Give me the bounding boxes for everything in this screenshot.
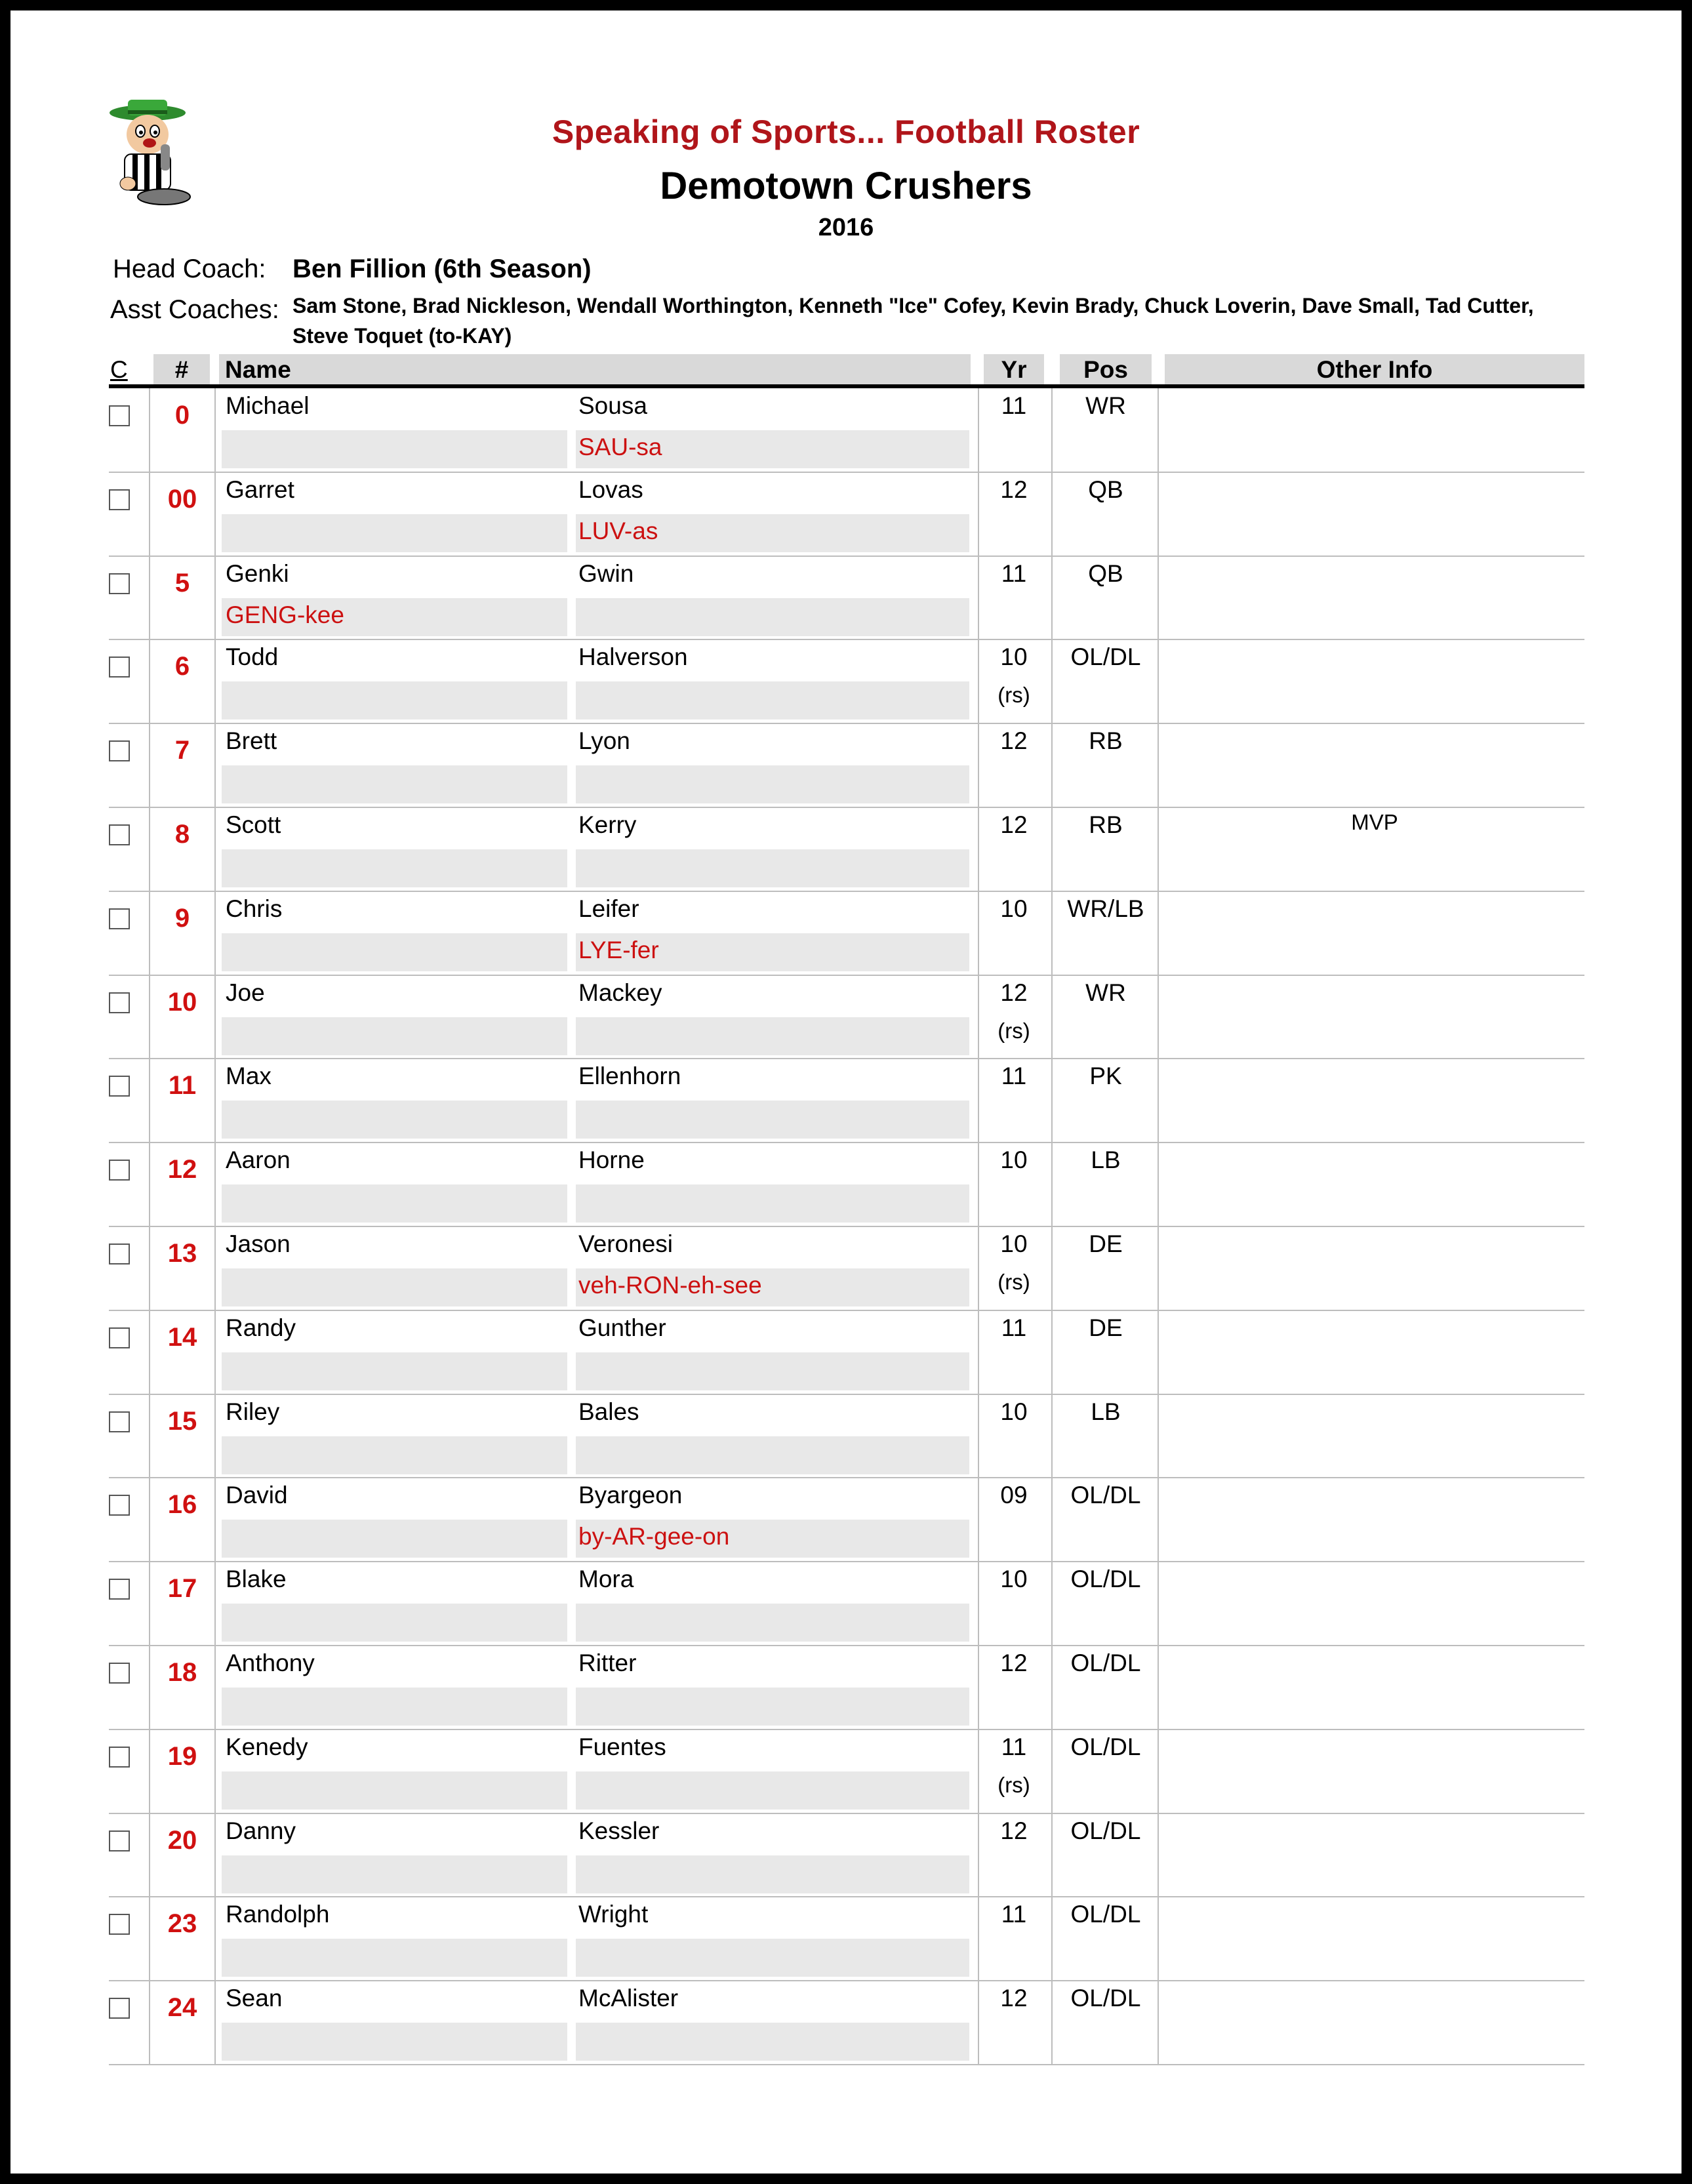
last-pron-cell (576, 1017, 969, 1055)
first-name: Kenedy (226, 1733, 308, 1760)
redshirt-note: (rs) (997, 683, 1030, 707)
first-pron-cell (222, 1184, 567, 1223)
class-year: 10 (1000, 1230, 1028, 1257)
first-name: Brett (226, 727, 277, 754)
last-pron-cell (576, 681, 969, 719)
row-divider (109, 1477, 1584, 1478)
last-name: Halverson (578, 643, 688, 670)
header-rule (109, 384, 1584, 388)
row-divider (109, 2064, 1584, 2065)
last-name: Sousa (578, 392, 647, 419)
last-name: Lyon (578, 727, 630, 754)
row-divider (109, 472, 1584, 473)
class-year: 10 (1000, 1146, 1028, 1173)
position: PK (1089, 1062, 1122, 1089)
jersey-number: 13 (167, 1239, 197, 1268)
class-year: 10 (1000, 895, 1028, 922)
jersey-number: 7 (174, 736, 190, 765)
roster-checkbox[interactable] (109, 1998, 130, 2019)
name-header-bg (219, 354, 971, 386)
jersey-number: 24 (167, 1993, 197, 2022)
jersey-number: 00 (167, 485, 197, 514)
last-pron-cell (576, 849, 969, 887)
first-name: Aaron (226, 1146, 291, 1173)
first-pron-cell (222, 765, 567, 803)
first-name: David (226, 1482, 288, 1508)
class-year: 09 (1000, 1482, 1028, 1508)
position: DE (1089, 1314, 1123, 1341)
roster-checkbox[interactable] (109, 1076, 130, 1097)
last-pron-cell (576, 1771, 969, 1810)
last-pron-cell (576, 1688, 969, 1726)
class-year: 12 (1000, 1817, 1028, 1844)
jersey-number: 9 (174, 904, 190, 933)
jersey-number: 18 (167, 1658, 197, 1687)
first-pron-cell (222, 1101, 567, 1139)
roster-checkbox[interactable] (109, 573, 130, 594)
last-name: Ritter (578, 1649, 637, 1676)
last-name: Kerry (578, 811, 637, 838)
asst-coaches-line2: Steve Toquet (to-KAY) (292, 324, 512, 348)
row-divider (109, 1896, 1584, 1897)
class-year: 11 (1001, 392, 1027, 419)
jersey-number: 12 (167, 1155, 197, 1184)
roster-checkbox[interactable] (109, 992, 130, 1013)
head-coach-label: Head Coach: (113, 254, 266, 283)
first-pron-cell (222, 1268, 567, 1306)
position: WR (1085, 392, 1126, 419)
first-name: Genki (226, 560, 289, 587)
class-year: 12 (1000, 1985, 1028, 2012)
year-column-header: Yr (1001, 356, 1027, 383)
last-name: Ellenhorn (578, 1062, 681, 1089)
row-divider (109, 1980, 1584, 1981)
first-name: Danny (226, 1817, 296, 1844)
last-pron-cell (576, 1939, 969, 1977)
last-name: Byargeon (578, 1482, 683, 1508)
last-pron-cell (576, 1352, 969, 1390)
row-divider (109, 1142, 1584, 1143)
jersey-number: 19 (167, 1742, 197, 1771)
position: OL/DL (1070, 1649, 1141, 1676)
roster-checkbox[interactable] (109, 1160, 130, 1181)
class-year: 10 (1000, 1398, 1028, 1425)
last-name-pronunciation: by-AR-gee-on (578, 1523, 730, 1550)
position: DE (1089, 1230, 1123, 1257)
jersey-number: 10 (167, 988, 197, 1017)
roster-checkbox[interactable] (109, 1327, 130, 1348)
first-name: Blake (226, 1566, 287, 1592)
class-year: 11 (1001, 1733, 1027, 1760)
redshirt-note: (rs) (997, 1019, 1030, 1043)
class-year: 11 (1001, 560, 1027, 587)
last-name: Gunther (578, 1314, 666, 1341)
roster-checkbox[interactable] (109, 1747, 130, 1768)
first-pron-cell (222, 681, 567, 719)
row-divider (109, 556, 1584, 557)
class-year: 12 (1000, 476, 1028, 503)
row-divider (109, 723, 1584, 724)
last-pron-cell (576, 765, 969, 803)
class-year: 12 (1000, 727, 1028, 754)
asst-coaches-line1: Sam Stone, Brad Nickleson, Wendall Worthington, Kenneth "Ice" Cofey, Kevin Brady, Chuck Loverin, Dave Small, Tad Cutter, (292, 294, 1534, 317)
row-divider (109, 1310, 1584, 1311)
season-year: 2016 (818, 214, 874, 241)
first-name: Garret (226, 476, 294, 503)
last-name: Mackey (578, 979, 662, 1006)
row-divider (109, 975, 1584, 976)
last-name: Gwin (578, 560, 634, 587)
first-name: Max (226, 1062, 272, 1089)
position: QB (1088, 476, 1123, 503)
first-name: Chris (226, 895, 283, 922)
row-divider (109, 639, 1584, 640)
last-name-pronunciation: SAU-sa (578, 434, 662, 460)
first-pron-cell (222, 1688, 567, 1726)
class-year: 11 (1001, 1314, 1027, 1341)
last-pron-cell (576, 2023, 969, 2061)
other-info: MVP (1351, 810, 1398, 834)
row-divider (109, 807, 1584, 808)
last-name: McAlister (578, 1985, 679, 2012)
first-name: Sean (226, 1985, 283, 2012)
last-name: Bales (578, 1398, 639, 1425)
roster-checkbox[interactable] (109, 1495, 130, 1516)
last-name: Horne (578, 1146, 645, 1173)
row-divider (109, 1561, 1584, 1562)
last-name: Fuentes (578, 1733, 666, 1760)
row-divider (109, 1813, 1584, 1814)
brand-title: Speaking of Sports... Football Roster (552, 113, 1140, 150)
other-info-column-header: Other Info (1316, 356, 1433, 383)
roster-checkbox[interactable] (109, 1579, 130, 1600)
first-pron-cell (222, 1352, 567, 1390)
roster-checkbox[interactable] (109, 405, 130, 426)
first-pron-cell (222, 849, 567, 887)
last-pron-cell (576, 1184, 969, 1223)
redshirt-note: (rs) (997, 1773, 1030, 1797)
roster-checkbox[interactable] (109, 1663, 130, 1684)
last-name: Wright (578, 1901, 649, 1928)
jersey-number: 0 (174, 401, 190, 430)
asst-coaches-label: Asst Coaches: (110, 295, 279, 324)
first-name: Anthony (226, 1649, 315, 1676)
name-column-header: Name (225, 356, 291, 383)
jersey-number: 23 (167, 1909, 197, 1938)
jersey-number: 20 (167, 1826, 197, 1855)
roster-checkbox[interactable] (109, 1914, 130, 1935)
last-name: Lovas (578, 476, 643, 503)
position: QB (1088, 560, 1123, 587)
jersey-number: 14 (167, 1323, 197, 1352)
row-divider (109, 1058, 1584, 1059)
position: OL/DL (1070, 1817, 1141, 1844)
class-year: 12 (1000, 1649, 1028, 1676)
row-divider (109, 1729, 1584, 1730)
roster-checkbox[interactable] (109, 489, 130, 510)
first-pron-cell (222, 933, 567, 971)
last-name: Kessler (578, 1817, 660, 1844)
first-name-pronunciation: GENG-kee (226, 601, 344, 628)
last-name-pronunciation: LUV-as (578, 517, 658, 544)
last-name-pronunciation: LYE-fer (578, 937, 659, 963)
last-pron-cell (576, 1604, 969, 1642)
first-name: Michael (226, 392, 310, 419)
first-pron-cell (222, 2023, 567, 2061)
first-name: Jason (226, 1230, 291, 1257)
class-year: 12 (1000, 979, 1028, 1006)
first-pron-cell (222, 1604, 567, 1642)
position: OL/DL (1070, 643, 1141, 670)
last-pron-cell (576, 1855, 969, 1893)
last-name: Mora (578, 1566, 634, 1592)
check-column-header: C (110, 356, 128, 383)
first-pron-cell (222, 1939, 567, 1977)
first-name: Randolph (226, 1901, 330, 1928)
roster-checkbox[interactable] (109, 1244, 130, 1264)
redshirt-note: (rs) (997, 1270, 1030, 1294)
first-pron-cell (222, 1017, 567, 1055)
position: RB (1089, 727, 1123, 754)
roster-checkbox[interactable] (109, 1830, 130, 1851)
last-name: Veronesi (578, 1230, 673, 1257)
first-name: Joe (226, 979, 265, 1006)
jersey-number: 15 (167, 1407, 197, 1436)
jersey-number: 6 (174, 652, 190, 681)
position: WR/LB (1067, 895, 1144, 922)
last-pron-cell (576, 1436, 969, 1474)
jersey-number: 8 (174, 820, 190, 849)
class-year: 11 (1001, 1901, 1027, 1928)
first-pron-cell (222, 1436, 567, 1474)
team-name: Demotown Crushers (660, 165, 1032, 207)
position: OL/DL (1070, 1985, 1141, 2012)
roster-page (10, 10, 1682, 2174)
first-pron-cell (222, 514, 567, 552)
position: OL/DL (1070, 1566, 1141, 1592)
first-pron-cell (222, 1855, 567, 1893)
class-year: 10 (1000, 1566, 1028, 1592)
position: OL/DL (1070, 1733, 1141, 1760)
roster-checkbox[interactable] (109, 1411, 130, 1432)
position: OL/DL (1070, 1482, 1141, 1508)
row-divider (109, 891, 1584, 892)
first-name: Riley (226, 1398, 280, 1425)
last-pron-cell (576, 598, 969, 636)
row-divider (109, 1394, 1584, 1395)
roster-checkbox[interactable] (109, 657, 130, 677)
class-year: 12 (1000, 811, 1028, 838)
first-pron-cell (222, 1771, 567, 1810)
position: RB (1089, 811, 1123, 838)
jersey-number: 16 (167, 1490, 197, 1519)
roster-checkbox[interactable] (109, 740, 130, 761)
last-name: Leifer (578, 895, 639, 922)
class-year: 10 (1000, 643, 1028, 670)
jersey-number: 5 (174, 569, 190, 597)
position: OL/DL (1070, 1901, 1141, 1928)
row-divider (109, 1226, 1584, 1227)
last-pron-cell (576, 1101, 969, 1139)
first-name: Scott (226, 811, 281, 838)
first-name: Randy (226, 1314, 296, 1341)
roster-checkbox[interactable] (109, 824, 130, 845)
head-coach-value: Ben Fillion (6th Season) (292, 254, 592, 283)
roster-checkbox[interactable] (109, 908, 130, 929)
position: LB (1091, 1146, 1121, 1173)
first-name: Todd (226, 643, 279, 670)
class-year: 11 (1001, 1062, 1027, 1089)
position-column-header: Pos (1083, 356, 1128, 383)
position: WR (1085, 979, 1126, 1006)
number-column-header: # (174, 356, 189, 383)
row-divider (109, 1645, 1584, 1646)
last-name-pronunciation: veh-RON-eh-see (578, 1272, 762, 1299)
first-pron-cell (222, 430, 567, 468)
jersey-number: 17 (167, 1574, 197, 1603)
position: LB (1091, 1398, 1121, 1425)
first-pron-cell (222, 1520, 567, 1558)
jersey-number: 11 (168, 1071, 197, 1100)
